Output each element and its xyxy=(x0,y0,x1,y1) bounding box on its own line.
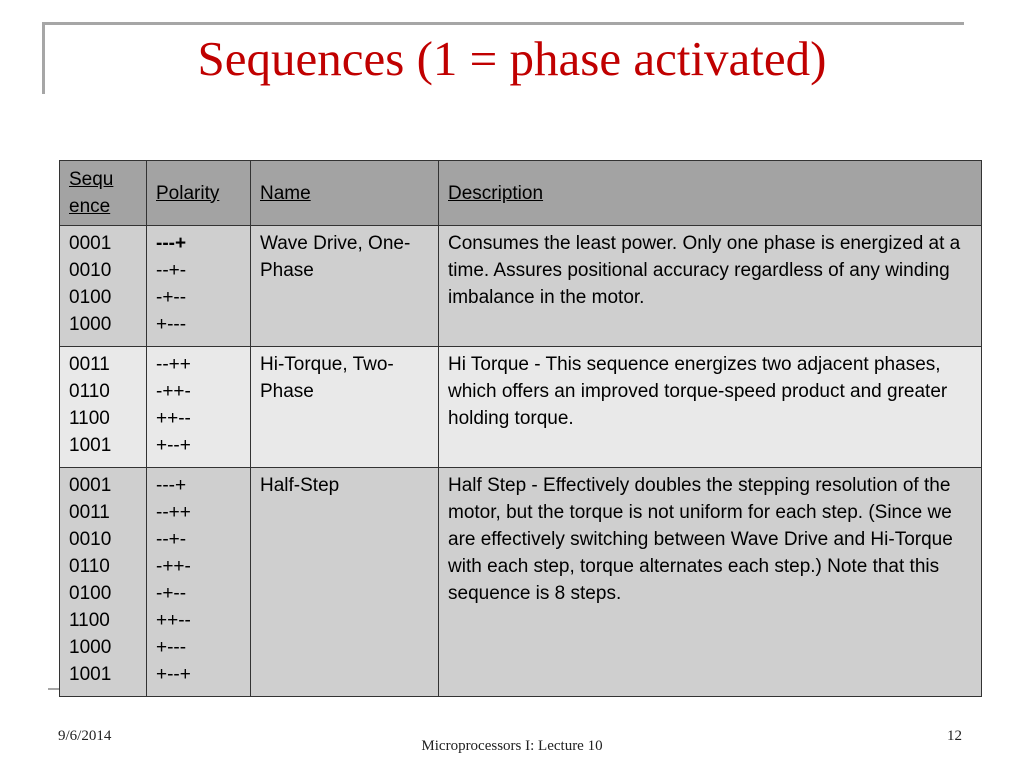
sequence-value: 0011 xyxy=(69,354,110,375)
polarity-value: -++- xyxy=(156,381,191,402)
header-description-label: Description xyxy=(448,182,544,204)
header-sequence-line2: ence xyxy=(69,196,111,217)
polarity-value: --+- xyxy=(156,260,187,281)
polarity-value: ---+ xyxy=(156,475,187,496)
polarity-value: ---+ xyxy=(156,233,187,254)
sequence-cell xyxy=(60,347,147,468)
name-cell: Hi-Torque, Two-Phase xyxy=(251,347,439,468)
sequence-value: 0110 xyxy=(69,556,110,577)
header-name-label: Name xyxy=(260,182,311,204)
description-cell: Consumes the least power. Only one phase is energized at a time. Assures positional accuracy regardless of any winding imbalance in the motor. xyxy=(439,226,982,347)
sequence-value: 1001 xyxy=(69,664,112,685)
slide-title: Sequences (1 = phase activated) xyxy=(197,31,827,86)
polarity-value: -+-- xyxy=(156,583,187,604)
header-description xyxy=(439,161,982,226)
sequence-value: 0010 xyxy=(69,529,112,550)
sequence-value: 0110 xyxy=(69,381,110,402)
polarity-value: -+-- xyxy=(156,287,187,308)
polarity-cell xyxy=(147,468,251,697)
sequence-value: 0010 xyxy=(69,260,112,281)
sequence-value: 0011 xyxy=(69,502,110,523)
footer-page-number: 12 xyxy=(947,728,962,744)
frame-top-line xyxy=(42,22,964,25)
polarity-value: --++ xyxy=(156,354,191,375)
polarity-cell xyxy=(147,347,251,468)
polarity-value: --+- xyxy=(156,529,187,550)
polarity-value: ++-- xyxy=(156,408,191,429)
sequence-value: 0001 xyxy=(69,233,112,254)
name-cell: Half-Step xyxy=(251,468,439,697)
header-name xyxy=(251,161,439,226)
polarity-cell xyxy=(147,226,251,347)
sequence-cell xyxy=(60,226,147,347)
sequence-value: 0100 xyxy=(69,287,112,308)
header-sequence-line1: Sequ xyxy=(69,169,114,190)
polarity-value: +--+ xyxy=(156,435,191,456)
sequence-value: 1001 xyxy=(69,435,112,456)
sequence-value: 0001 xyxy=(69,475,112,496)
sequence-table xyxy=(59,160,982,697)
description-cell: Hi Torque - This sequence energizes two adjacent phases, which offers an improved torque-speed product and greater holding torque. xyxy=(439,347,982,468)
sequence-cell xyxy=(60,468,147,697)
name-cell: Wave Drive, One-Phase xyxy=(251,226,439,347)
sequence-value: 1100 xyxy=(69,610,110,631)
polarity-value: -++- xyxy=(156,556,191,577)
sequence-value: 1000 xyxy=(69,637,112,658)
table-header-row xyxy=(60,161,982,226)
polarity-value: --++ xyxy=(156,502,191,523)
header-sequence xyxy=(60,161,147,226)
footer-date: 9/6/2014 xyxy=(58,728,112,744)
sequence-value: 1100 xyxy=(69,408,110,429)
polarity-value: ++-- xyxy=(156,610,191,631)
header-polarity xyxy=(147,161,251,226)
footer-lecture-title: Microprocessors I: Lecture 10 xyxy=(421,738,603,754)
sequence-value: 0100 xyxy=(69,583,112,604)
polarity-value: +--+ xyxy=(156,664,191,685)
header-polarity-label: Polarity xyxy=(156,182,220,204)
table-row xyxy=(60,468,982,697)
polarity-value: +--- xyxy=(156,637,187,658)
table-row xyxy=(60,226,982,347)
table-row xyxy=(60,347,982,468)
polarity-value: +--- xyxy=(156,314,187,335)
description-cell: Half Step - Effectively doubles the stepping resolution of the motor, but the torque is not uniform for each step. (Since we are effectively switching between Wave Drive and Hi-Torque with each step, torque alternates each step.) Note that this sequence is 8 steps. xyxy=(439,468,982,697)
sequence-value: 1000 xyxy=(69,314,112,335)
